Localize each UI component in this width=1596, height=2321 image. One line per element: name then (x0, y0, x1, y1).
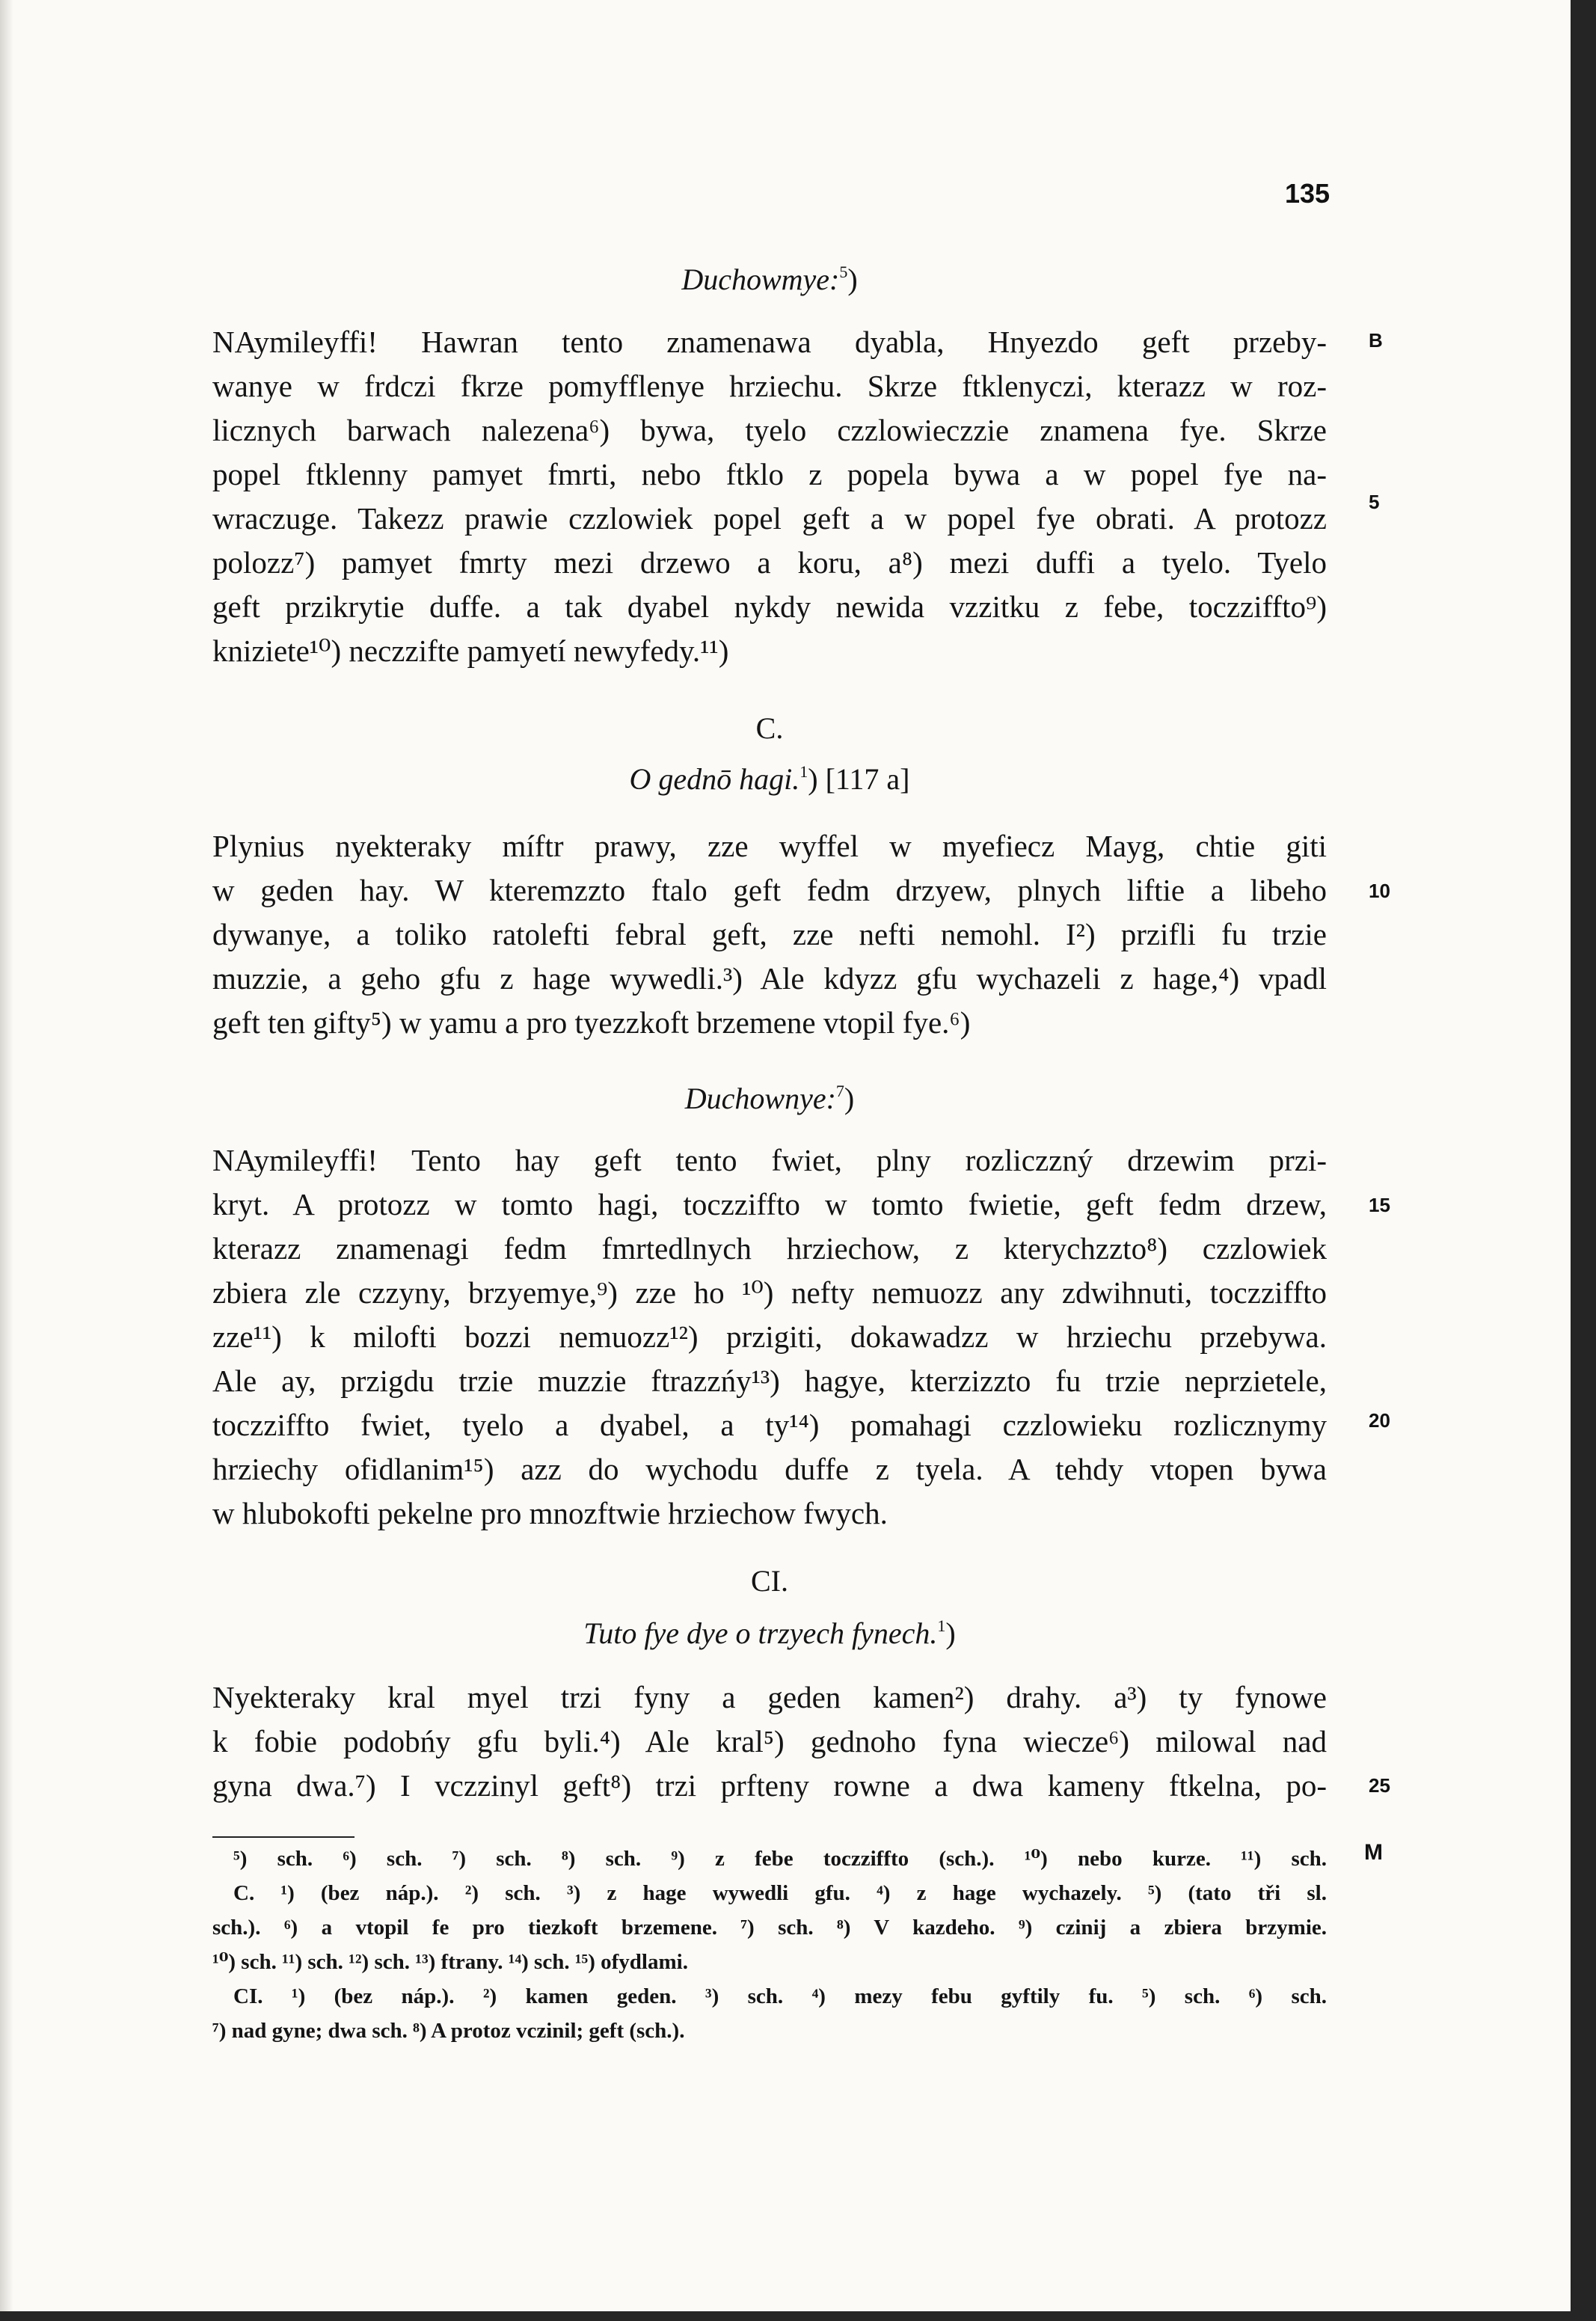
section-numeral-ci: CI. (751, 1564, 788, 1598)
text-line: muzzie, a geho gfu z hage wywedli.³) Ale kdyzz gfu wychazeli z hage,⁴) vpadl (212, 961, 1327, 996)
footnote-line: C. ¹) (bez náp.). ²) sch. ³) z hage wywedli gfu. ⁴) z hage wychazely. ⁵) (tato tři sl. (233, 1881, 1327, 1905)
text-line: zze¹¹) k milofti bozzi nemuozz¹²) przigiti, dokawadzz w hrziechu przebywa. (212, 1319, 1327, 1354)
section-title-text: Tuto fye dye o trzyech fynech. (583, 1616, 938, 1650)
footnote-line: sch.). ⁶) a vtopil fe pro tiezkoft brzemene. ⁷) sch. ⁸) V kazdeho. ⁹) czinij a zbiera brzymie. (212, 1916, 1327, 1940)
heading-sup: 5 (839, 263, 848, 281)
text-line: geft ten gifty⁵) w yamu a pro tyezzkoft brzemene vtopil fye.⁶) (212, 1005, 971, 1040)
footnote-line: ⁵) sch. ⁶) sch. ⁷) sch. ⁸) sch. ⁹) z febe toczziffto (sch.). ¹⁰) nebo kurze. ¹¹) sch. (233, 1847, 1327, 1871)
text-line: Ale ay, przigdu trzie muzzie ftrazzńy¹³) hagye, kterzizzto fu trzie neprzietele, (212, 1364, 1327, 1398)
heading-text: Duchowmye: (681, 263, 840, 296)
folio-reference: [117 a] (825, 762, 910, 796)
paragraph-section-ci (212, 1675, 1327, 1808)
text-line: NAymileyffi! Hawran tento znamenawa dyabla, Hnyezdo geft przeby- (212, 325, 1327, 359)
section-title-sup: 1 (937, 1616, 946, 1635)
footnote-line: CI. ¹) (bez náp.). ²) kamen geden. ³) sch. ⁴) mezy febu gyftily fu. ⁵) sch. ⁶) sch. (233, 1984, 1327, 2008)
scan-border-bottom (0, 2311, 1596, 2321)
text-line: geft przikrytie duffe. a tak dyabel nykdy newida vzzitku z febe, toczziffto⁹) (212, 589, 1327, 624)
margin-line-number: 25 (1369, 1774, 1390, 1797)
margin-line-number: 15 (1369, 1194, 1390, 1216)
text-line: kryt. A protozz w tomto hagi, toczziffto w tomto fwietie, geft fedm drzew, (212, 1187, 1327, 1221)
scan-border-right (1571, 0, 1596, 2321)
text-line: zbiera zle czzyny, brzyemye,⁹) zze ho ¹⁰) nefty nemuozz any zdwihnuti, toczziffto (212, 1275, 1327, 1310)
text-line: Nyekteraky kral myel trzi fyny a geden kamen²) drahy. a³) ty fynowe (212, 1680, 1327, 1714)
paragraph-duchowmye-1 (212, 320, 1327, 673)
heading-duchowmye-1: Duchowmye:$^5$) (681, 263, 858, 296)
text-line: kniziete¹⁰) neczzifte pamyetí newyfedy.¹¹) (212, 634, 729, 668)
page-number: 135 (1285, 178, 1330, 209)
margin-line-number: 20 (1369, 1409, 1390, 1432)
section-numeral-c: C. (755, 711, 784, 745)
text-line: popel ftklenny pamyet fmrti, nebo ftklo z popela bywa a w popel fye na- (212, 457, 1327, 491)
text-line: Plynius nyekteraky míftr prawy, zze wyffel w myefiecz Mayg, chtie giti (212, 829, 1327, 863)
text-line: licznych barwach nalezena⁶) bywa, tyelo czzlowieczzie znamena fye. Skrze (212, 413, 1327, 447)
page-gutter-shadow (0, 0, 13, 2311)
heading-sup: 7 (835, 1082, 844, 1100)
heading-text: Duchownye: (684, 1082, 836, 1115)
paragraph-section-c (212, 824, 1327, 1045)
section-title-c: O gednō hagi.$^1$) [117 a] (629, 762, 910, 796)
section-title-sup: 1 (799, 762, 808, 781)
text-line: k fobie podobńy gfu byli.⁴) Ale kral⁵) gednoho fyna wiecze⁶) milowal nad (212, 1724, 1327, 1759)
text-line: toczziffto fwiet, tyelo a dyabel, a ty¹⁴) pomahagi czzlowieku rozlicznymy (212, 1408, 1327, 1442)
footnote-rule (212, 1836, 355, 1838)
margin-line-number: 10 (1369, 880, 1390, 902)
margin-marker-m: M (1364, 1840, 1383, 1865)
text-line: wanye w frdczi fkrze pomyfflenye hrziechu. Skrze ftklenyczi, kterazz w roz- (212, 369, 1327, 403)
text-line: kterazz znamenagi fedm fmrtedlnych hrziechow, z kterychzzto⁸) czzlowiek (212, 1231, 1327, 1266)
text-line: dywanye, a toliko ratolefti febral geft, zze nefti nemohl. I²) przifli fu trzie (212, 917, 1327, 951)
text-line: gyna dwa.⁷) I vczzinyl geft⁸) trzi prfteny rowne a dwa kameny ftkelna, po- (212, 1768, 1327, 1803)
text-line: NAymileyffi! Tento hay geft tento fwiet, plny rozliczzný drzewim przi- (212, 1143, 1327, 1177)
section-title-text: O gednō hagi. (629, 762, 800, 796)
footnote-line: ⁷) nad gyne; dwa sch. ⁸) A protoz vczinil; geft (sch.). (212, 2019, 685, 2043)
footnote-line: ¹⁰) sch. ¹¹) sch. ¹²) sch. ¹³) ftrany. ¹⁴) sch. ¹⁵) ofydlami. (212, 1950, 688, 1974)
text-line: w geden hay. W kteremzzto ftalo geft fedm drzyew, plnych liftie a libeho (212, 873, 1327, 907)
text-line: w hlubokofti pekelne pro mnozftwie hrziechow fwych. (212, 1496, 888, 1530)
margin-marker-b: B (1369, 329, 1383, 352)
margin-line-number: 5 (1369, 491, 1380, 513)
paragraph-duchownye-2 (212, 1138, 1327, 1536)
section-title-ci: Tuto fye dye o trzyech fynech.$^1$) (583, 1616, 956, 1650)
footnotes (212, 1842, 1327, 2048)
text-line: wraczuge. Takezz prawie czzlowiek popel geft a w popel fye obrati. A protozz (212, 501, 1327, 536)
heading-duchownye-2: Duchownye:$^7$) (684, 1082, 855, 1115)
text-line: hrziechy ofidlanim¹⁵) azz do wychodu duffe z tyela. A tehdy vtopen bywa (212, 1452, 1327, 1486)
text-line: polozz⁷) pamyet fmrty mezi drzewo a koru, a⁸) mezi duffi a tyelo. Tyelo (212, 545, 1327, 580)
